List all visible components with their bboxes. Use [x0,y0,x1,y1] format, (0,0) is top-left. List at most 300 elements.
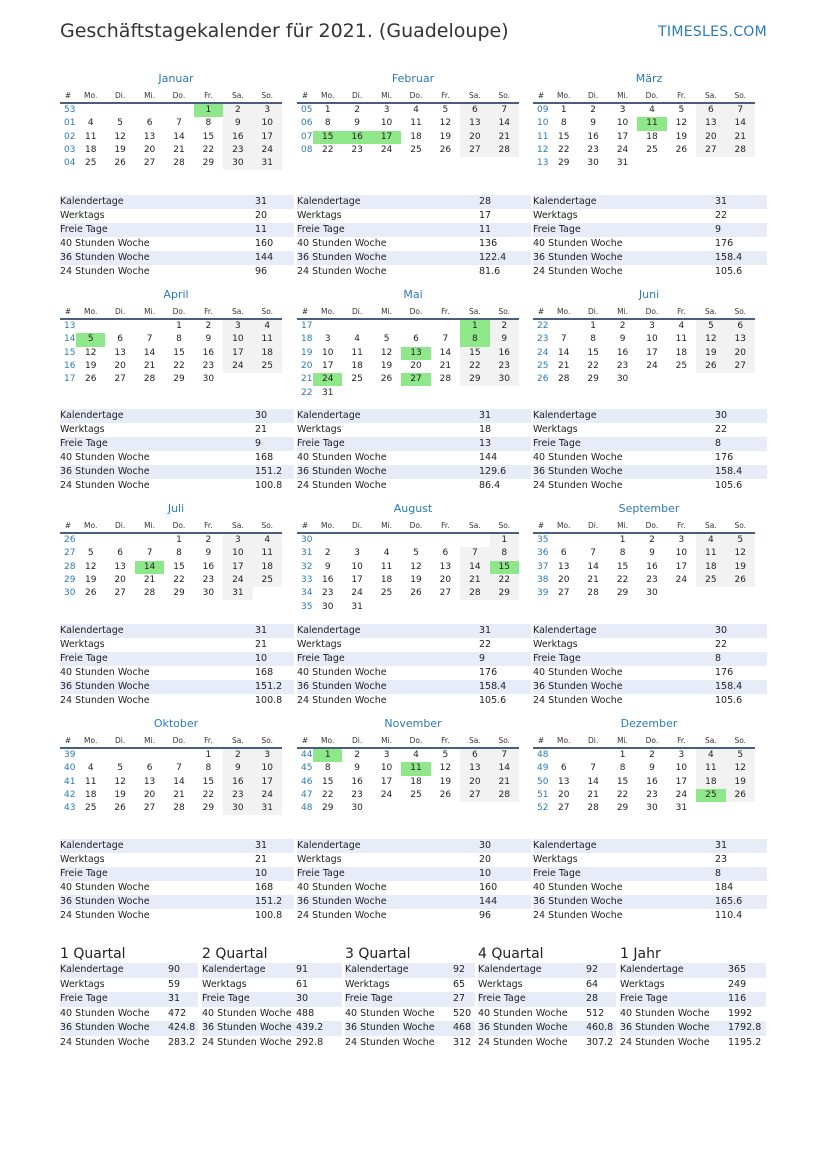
weekday-header: Mi. [372,88,401,103]
month-table [297,733,519,815]
stat-value: 30 [296,993,309,1004]
stat-value: 1195.2 [728,1036,762,1048]
day-cell: 2 [205,535,212,546]
day-cell: 12 [114,131,126,142]
month-stats [60,624,294,708]
month-calendar [60,286,282,386]
stat-value: 81.6 [479,266,501,277]
week-row [60,587,282,600]
day-cell [431,802,460,815]
day-cell: 12 [696,333,725,346]
stat-label: Werktags [60,210,105,221]
stat-label: Kalendertage [60,410,124,421]
stat-row [60,895,294,909]
stat-value: 158.4 [715,466,743,477]
stat-value: 20 [479,854,492,865]
day-cell: 16 [223,131,252,144]
stat-value: 22 [715,210,728,221]
weekday-header: Mo. [76,304,105,319]
week-row [533,561,755,574]
stat-value: 158.4 [715,252,743,263]
day-cell [578,748,607,762]
day-cell: 3 [223,319,252,333]
month-table [60,518,282,600]
day-cell: 25 [253,360,282,373]
stat-label: 24 Stunden Woche [297,266,387,277]
day-cell: 18 [410,776,422,787]
day-cell: 21 [143,361,156,372]
day-cell: 16 [321,575,334,586]
week-number: 03 [64,145,76,156]
day-cell: 2 [205,321,212,332]
day-cell: 1 [313,748,342,762]
day-cell: 15 [321,776,334,787]
weekday-header: Sa. [460,518,489,533]
stat-label: Werktags [533,639,578,650]
month-name: Februar [391,72,435,85]
month-stats [297,195,531,279]
day-cell: 18 [84,790,97,801]
stat-value: 110.4 [715,910,743,921]
day-cell: 1 [490,533,519,547]
week-number: 46 [301,776,313,787]
week-row [297,600,519,613]
weekday-header: Sa. [460,88,489,103]
stat-value: 59 [168,978,181,990]
week-number: 02 [64,131,76,142]
stat-value: 249 [728,978,747,990]
week-row [533,319,755,333]
day-cell: 18 [696,561,725,574]
stat-value: 488 [296,1007,315,1019]
day-cell: 5 [117,763,123,774]
day-cell [431,533,460,547]
stat-row [60,209,294,223]
week-number: 07 [301,131,313,142]
week-number: 30 [301,535,313,546]
day-cell: 17 [646,347,658,358]
day-cell: 14 [460,561,489,574]
stat-row [297,209,531,223]
stat-label: Kalendertage [60,196,124,207]
stat-label: Freie Tage [533,224,581,235]
weekday-header: # [297,88,313,103]
day-cell: 5 [383,334,390,345]
day-cell: 20 [410,361,422,372]
stat-row [60,652,294,666]
stat-row [620,1007,766,1022]
stat-value: 129.6 [479,466,507,477]
day-cell [431,386,460,399]
day-cell: 3 [649,321,655,332]
month-stats [533,624,767,708]
weekday-header: # [533,88,549,103]
day-cell: 20 [557,575,570,586]
month-name: Juni [638,288,660,301]
quarter-title: 1 Jahr [620,946,661,962]
week-number: 35 [301,601,313,612]
day-cell: 24 [675,575,688,586]
stat-row [297,638,531,652]
stat-label: Kalendertage [297,840,361,851]
stat-label: Kalendertage [297,196,361,207]
stat-row [60,666,294,680]
stat-row [202,1007,342,1022]
day-cell: 3 [324,334,331,345]
stat-row [60,680,294,694]
stat-label: 40 Stunden Woche [60,238,150,249]
day-cell: 28 [173,803,185,814]
week-number: 13 [64,321,76,332]
day-cell: 25 [410,145,422,156]
day-cell: 11 [84,776,97,787]
day-cell: 30 [490,373,519,386]
stat-row [202,1036,342,1051]
day-cell: 26 [726,789,755,802]
day-cell: 10 [380,763,393,774]
stat-label: Freie Tage [60,438,108,449]
stat-label: Freie Tage [297,653,345,664]
week-number: 20 [301,361,313,372]
day-cell: 23 [351,145,363,156]
day-cell: 26 [726,574,755,587]
day-cell: 28 [490,789,519,802]
day-cell: 27 [557,588,570,599]
stat-row [297,853,531,867]
stat-row [297,867,531,881]
weekday-header: Di. [578,88,607,103]
stat-row [202,963,342,978]
day-cell: 8 [619,548,626,559]
day-cell: 9 [223,117,252,130]
weekday-header: So. [726,88,755,103]
stat-value: 21 [255,854,268,865]
day-cell: 8 [324,118,331,129]
day-cell [667,373,696,386]
week-row [533,144,755,157]
stat-label: Kalendertage [345,964,409,975]
weekday-header: So. [726,733,755,748]
day-cell: 19 [380,361,393,372]
day-cell: 17 [380,776,393,787]
day-cell: 23 [223,789,252,802]
day-cell: 14 [173,776,185,787]
day-cell: 23 [616,361,629,372]
day-cell: 6 [442,548,449,559]
weekday-header: Mi. [608,88,637,103]
stat-row [533,265,767,279]
stat-value: 11 [255,224,268,235]
day-cell: 13 [460,762,489,775]
weekday-header: Fr. [194,304,223,319]
day-cell: 5 [442,750,449,761]
day-cell [372,386,401,399]
weekday-header: Di. [105,304,134,319]
day-cell: 26 [114,803,126,814]
stat-row [60,195,294,209]
week-row [533,789,755,802]
stat-value: 22 [715,639,728,650]
stat-value: 31 [255,625,268,636]
day-cell: 5 [117,118,123,129]
month-calendar [533,286,755,386]
week-number: 35 [537,535,549,546]
week-number: 48 [301,803,313,814]
stat-row [297,479,531,493]
day-cell: 14 [135,561,164,574]
month-stats [60,409,294,493]
week-number: 34 [301,588,313,599]
day-cell: 30 [351,803,363,814]
day-cell: 6 [146,763,153,774]
stat-row [60,251,294,265]
stat-row [60,437,294,451]
stat-row [345,978,475,993]
week-number: 53 [64,105,76,116]
stat-value: 176 [715,238,734,249]
stat-row [60,451,294,465]
weekday-header: Mo. [76,733,105,748]
stat-label: 36 Stunden Woche [297,681,387,692]
weekday-header: Sa. [223,518,252,533]
day-cell: 30 [616,374,629,385]
day-cell: 15 [616,776,629,787]
day-cell: 23 [646,575,658,586]
weekday-header: Do. [637,304,666,319]
stat-value: 365 [728,964,747,975]
day-cell [490,386,519,399]
month-calendar [60,500,282,600]
day-cell: 12 [439,118,452,129]
day-cell [105,103,134,117]
stat-value: 96 [479,910,492,921]
day-cell: 11 [696,547,725,560]
day-cell: 26 [380,374,393,385]
day-cell: 7 [560,334,567,345]
week-number: 24 [537,347,549,358]
week-row [533,117,755,130]
day-cell: 18 [675,347,688,358]
week-row [60,319,282,333]
day-cell [401,386,430,399]
day-cell: 11 [380,561,393,572]
day-cell: 18 [410,131,422,142]
week-row [297,131,519,144]
weekday-header: # [60,88,76,103]
day-cell: 25 [675,361,688,372]
weekday-header: Mi. [135,88,164,103]
day-cell [726,802,755,815]
day-cell: 27 [460,789,489,802]
day-cell [223,373,252,386]
stat-value: 20 [255,210,268,221]
weekday-header: Mo. [313,518,342,533]
stat-row [60,853,294,867]
stat-row [60,839,294,853]
day-cell: 30 [646,588,658,599]
week-row [297,533,519,547]
weekday-header: Di. [342,304,371,319]
day-cell: 16 [616,347,629,358]
day-cell [105,319,134,333]
stat-value: 22 [715,424,728,435]
stat-label: Freie Tage [60,868,108,879]
stat-row [297,881,531,895]
day-cell: 8 [590,334,596,345]
day-cell: 14 [490,117,519,130]
stat-value: 65 [453,978,466,990]
stat-value: 176 [715,452,734,463]
stat-label: Freie Tage [533,438,581,449]
stat-value: 9 [715,224,722,235]
day-cell [135,748,164,762]
day-cell: 27 [460,144,489,157]
stat-row [60,479,294,493]
month-stats [533,409,767,493]
stat-value: 176 [715,667,734,678]
week-row [297,117,519,130]
day-cell: 17 [321,361,334,372]
stat-value: 8 [715,653,722,664]
month-stats [297,409,531,493]
stat-value: 168 [255,452,274,463]
day-cell: 13 [114,347,126,358]
stat-value: 90 [168,964,181,975]
day-cell: 22 [557,145,570,156]
stat-label: 40 Stunden Woche [202,1007,292,1019]
month-table [533,733,755,815]
day-cell [76,533,105,547]
day-cell [401,802,430,815]
week-row [297,333,519,346]
week-row [297,347,519,360]
stat-value: 31 [479,625,492,636]
day-cell: 25 [84,803,97,814]
stat-row [297,237,531,251]
week-number: 47 [301,790,313,801]
day-cell: 27 [696,144,725,157]
day-cell: 7 [490,748,519,762]
stat-label: Werktags [60,854,105,865]
stat-row [60,237,294,251]
stat-value: 122.4 [479,252,507,263]
day-cell: 11 [253,333,282,346]
day-cell: 21 [143,575,156,586]
weekday-header: Mi. [372,304,401,319]
stat-value: 165.6 [715,896,743,907]
stat-row [478,978,616,993]
stat-value: 28 [479,196,492,207]
day-cell: 8 [324,763,331,774]
day-cell: 12 [410,561,422,572]
month-table [60,733,282,815]
day-cell [726,157,755,170]
day-cell: 6 [460,103,489,117]
weekday-header: Di. [342,733,371,748]
day-cell: 3 [678,750,685,761]
stat-row [620,963,766,978]
brand-link[interactable]: TIMESLES.COM [658,24,767,40]
stat-value: 23 [715,854,728,865]
week-row [60,103,282,117]
day-cell: 1 [560,105,567,116]
stat-row [533,694,767,708]
day-cell: 20 [143,790,156,801]
day-cell: 21 [587,790,599,801]
day-cell: 26 [114,158,126,169]
stat-label: 40 Stunden Woche [533,882,623,893]
day-cell [460,600,489,613]
day-cell: 12 [726,762,755,775]
weekday-header: Sa. [460,304,489,319]
stat-value: 424.8 [168,1022,196,1033]
weekday-header: Mi. [608,304,637,319]
weekday-header: Do. [637,88,666,103]
day-cell: 4 [87,118,94,129]
stat-row [478,1036,616,1051]
day-cell: 14 [143,347,156,358]
day-cell: 6 [146,118,153,129]
weekday-header: Do. [401,304,430,319]
stat-label: Werktags [202,978,247,990]
day-cell [342,386,371,399]
day-cell: 20 [460,776,489,789]
week-number: 30 [64,588,76,599]
weekday-header: So. [490,304,519,319]
day-cell [76,103,105,117]
day-cell: 19 [696,347,725,360]
day-cell: 28 [143,588,156,599]
week-row [60,144,282,157]
stat-row [533,237,767,251]
week-number: 15 [64,347,76,358]
stat-row [533,881,767,895]
stat-value: 92 [586,964,599,975]
day-cell: 7 [590,548,596,559]
day-cell: 13 [143,131,156,142]
weekday-header: Do. [637,733,666,748]
day-cell [135,103,164,117]
day-cell: 23 [646,790,658,801]
day-cell: 25 [646,145,658,156]
stat-value: 307.2 [586,1036,614,1048]
day-cell: 20 [726,347,755,360]
day-cell: 10 [380,118,393,129]
day-cell [135,533,164,547]
stat-row [60,409,294,423]
day-cell: 31 [223,587,252,600]
day-cell: 29 [490,587,519,600]
week-number: 05 [301,105,313,116]
week-number: 42 [64,790,76,801]
week-number: 10 [537,118,549,129]
day-cell [253,373,282,386]
month-table [60,304,282,386]
day-cell: 7 [146,334,153,345]
day-cell: 9 [649,548,655,559]
day-cell: 31 [616,158,629,169]
day-cell: 8 [619,763,626,774]
stat-row [533,909,767,923]
day-cell: 29 [202,158,215,169]
day-cell: 9 [649,763,655,774]
stat-value: 144 [479,896,498,907]
weekday-header: Sa. [460,733,489,748]
day-cell [342,533,371,547]
day-cell: 23 [202,361,215,372]
month-calendar [297,715,519,815]
day-cell: 2 [354,750,360,761]
